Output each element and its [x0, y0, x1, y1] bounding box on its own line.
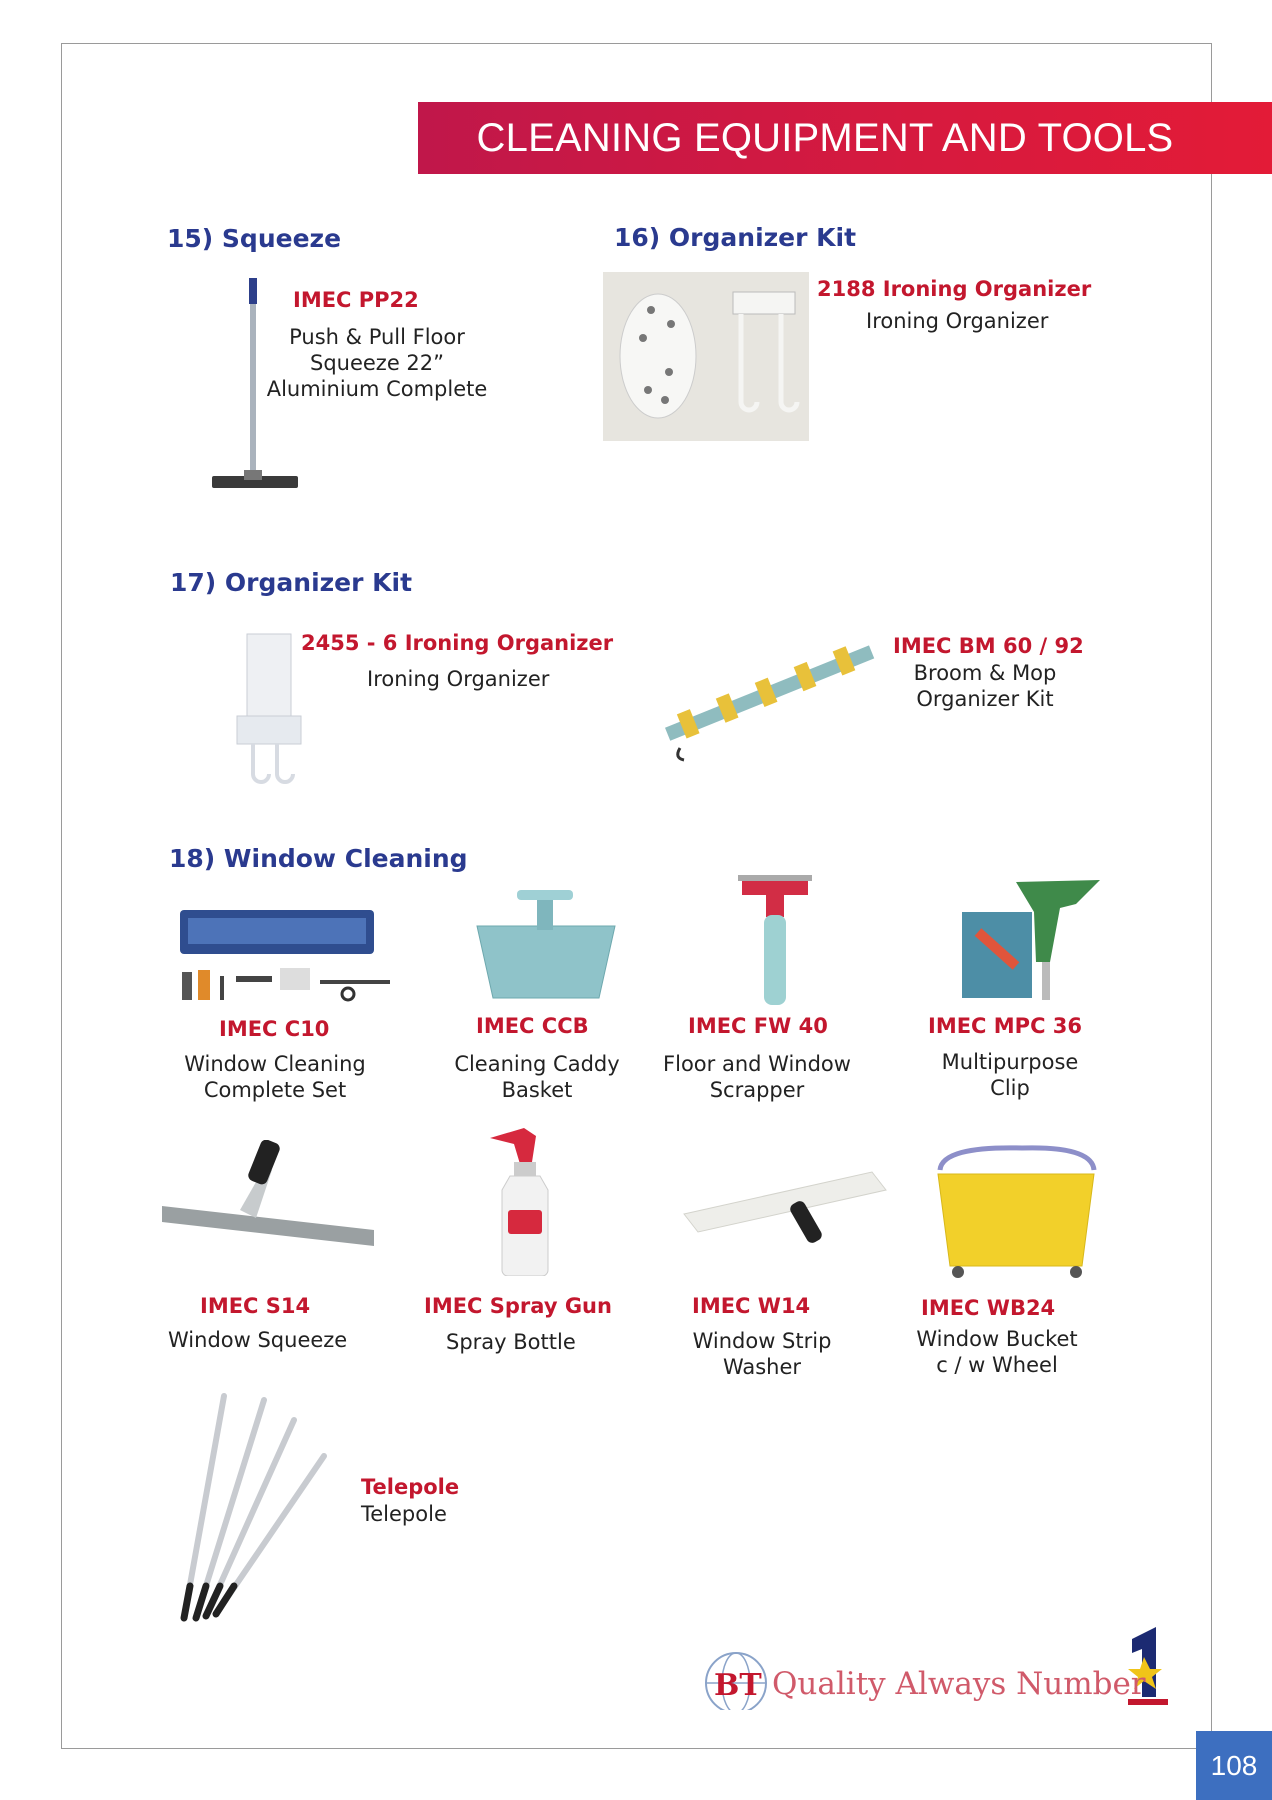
product-code-2188: 2188 Ironing Organizer — [817, 277, 1092, 301]
product-code-fw40: IMEC FW 40 — [688, 1014, 828, 1038]
product-desc-ccb: Cleaning Caddy Basket — [454, 1052, 620, 1102]
footer-logo-text: BT — [714, 1668, 762, 1703]
product-code-spray-gun: IMEC Spray Gun — [424, 1294, 612, 1318]
product-code-bm60: IMEC BM 60 / 92 — [893, 634, 1084, 658]
section-heading-organizer-kit-16: 16) Organizer Kit — [614, 223, 857, 252]
product-code-c10: IMEC C10 — [219, 1017, 330, 1041]
product-desc-2188: Ironing Organizer — [866, 309, 1049, 333]
product-code-ccb: IMEC CCB — [476, 1014, 589, 1038]
telepole-image — [160, 1380, 336, 1630]
page-number: 108 — [1196, 1731, 1272, 1800]
section-heading-organizer-kit-17: 17) Organizer Kit — [170, 568, 413, 597]
product-desc-2455: Ironing Organizer — [367, 667, 550, 691]
cleaning-caddy-basket-image — [467, 886, 625, 1004]
window-strip-washer-image — [676, 1152, 894, 1256]
page-title: CLEANING EQUIPMENT AND TOOLS — [476, 116, 1174, 160]
header-banner — [418, 102, 1272, 174]
product-desc-w14: Window Strip Washer — [692, 1329, 832, 1379]
section-heading-window-cleaning: 18) Window Cleaning — [169, 844, 468, 873]
window-squeeze-image — [160, 1140, 380, 1252]
section-heading-squeeze: 15) Squeeze — [167, 224, 342, 253]
window-bucket-image — [932, 1140, 1108, 1284]
footer-slogan: Quality Always Number — [772, 1666, 1146, 1702]
multipurpose-clip-image — [956, 872, 1104, 1002]
product-desc-fw40: Floor and Window Scrapper — [663, 1052, 851, 1102]
product-code-2455: 2455 - 6 Ironing Organizer — [301, 631, 614, 655]
product-desc-bm60: Broom & Mop Organizer Kit — [913, 661, 1057, 711]
product-desc-telepole: Telepole — [361, 1502, 447, 1526]
window-cleaning-set-image — [170, 896, 398, 1008]
spray-bottle-image — [484, 1122, 566, 1276]
product-desc-wb24: Window Bucket c / w Wheel — [916, 1327, 1078, 1377]
product-desc-s14: Window Squeeze — [168, 1328, 348, 1352]
ironing-organizer-2455-image — [225, 624, 313, 792]
floor-window-scrapper-image — [708, 871, 840, 1007]
product-code-mpc36: IMEC MPC 36 — [928, 1014, 1083, 1038]
product-code-wb24: IMEC WB24 — [921, 1296, 1056, 1320]
product-code-w14: IMEC W14 — [692, 1294, 811, 1318]
product-desc-spray-gun: Spray Bottle — [446, 1330, 576, 1354]
product-code-s14: IMEC S14 — [200, 1294, 311, 1318]
product-desc-pp22: Push & Pull Floor Squeeze 22” Aluminium Complete — [266, 325, 488, 401]
broom-mop-organizer-image — [650, 620, 890, 768]
ironing-organizer-2188-image — [603, 272, 809, 441]
product-code-pp22: IMEC PP22 — [293, 288, 419, 312]
product-desc-mpc36: Multipurpose Clip — [941, 1050, 1079, 1100]
product-desc-c10: Window Cleaning Complete Set — [184, 1052, 366, 1102]
product-code-telepole: Telepole — [361, 1475, 460, 1499]
